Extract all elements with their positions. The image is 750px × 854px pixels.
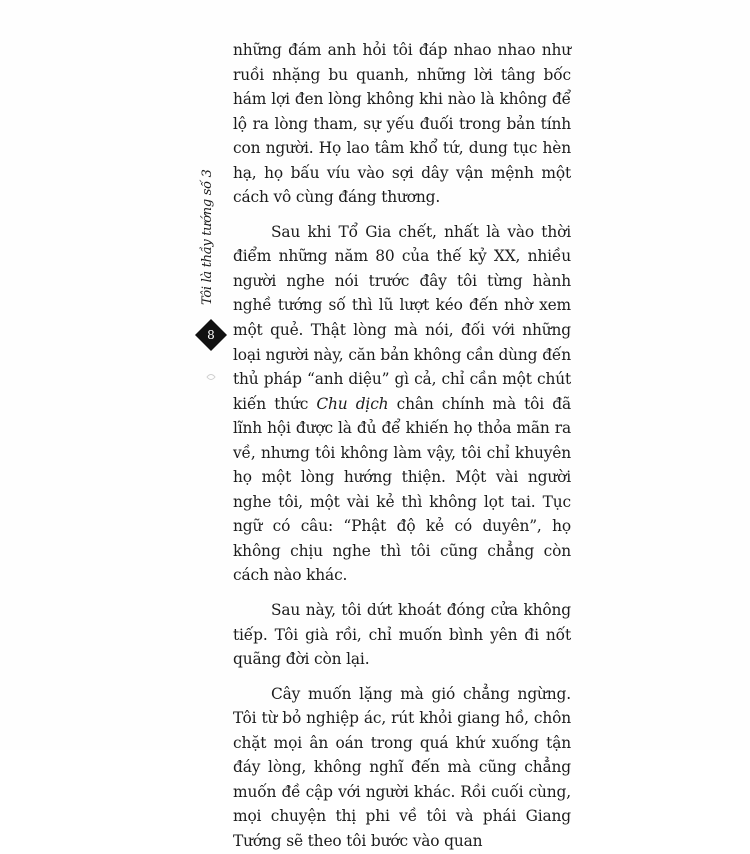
paragraph-4: Cây muốn lặng mà gió chẳng ngừng. Tôi từ bỏ nghiệp ác, rút khỏi giang hồ, chôn chặt mọi ân oán trong quá khứ xuống tận đáy lòng, không nghĩ đến mà cũng chẳng muốn đề cập với người khác. Rồi cuối cùng, mọi chuyện thị phi về tôi và phái Giang Tướng sẽ theo tôi bước vào quan [233, 684, 571, 850]
paragraph-2-italic: Chu dịch [316, 394, 389, 413]
paragraph-2 [233, 220, 571, 588]
running-title: Tôi là thầy tướng số 3 [200, 169, 215, 305]
page-number-badge [194, 318, 228, 352]
body-text [233, 38, 571, 854]
ornament-icon [205, 372, 217, 382]
page-number: 8 [207, 328, 215, 342]
paragraph-1: những đám anh hỏi tôi đáp nhao nhao như ruồi nhặng bu quanh, những lời tâng bốc hám lợi đen lòng không khi nào là không để lộ ra lòng tham, sự yếu đuối trong bản tính con người. Họ lao tâm khổ tứ, dung tục hèn hạ, họ bấu víu vào sợi dây vận mệnh một cách vô cùng đáng thương. [233, 41, 571, 207]
paragraph-2-start: Sau khi Tổ Gia chết, nhất là vào thời điểm những năm 80 của thế kỷ XX, nhiều người nghe nói trước đây tôi từng hành nghề tướng số thì lũ lượt kéo đến nhờ xem một quẻ. Thật lòng mà nói, đối với những loại người này, căn bản không cần dùng đến thủ pháp “anh diệu” gì cả, chỉ cần một chút kiến thức [233, 222, 571, 413]
paragraph-2-end: chân chính mà tôi đã lĩnh hội được là đủ để khiến họ thỏa mãn ra về, nhưng tôi không làm vậy, tôi chỉ khuyên họ một lòng hướng thiện. Một vài người nghe tôi, một vài kẻ thì không lọt tai. Tục ngữ có câu: “Phật độ kẻ có duyên”, họ không chịu nghe thì tôi cũng chẳng còn cách nào khác. [233, 394, 571, 585]
paragraph-3: Sau này, tôi dứt khoát đóng cửa không tiếp. Tôi già rồi, chỉ muốn bình yên đi nốt quãng đời còn lại. [233, 601, 571, 669]
